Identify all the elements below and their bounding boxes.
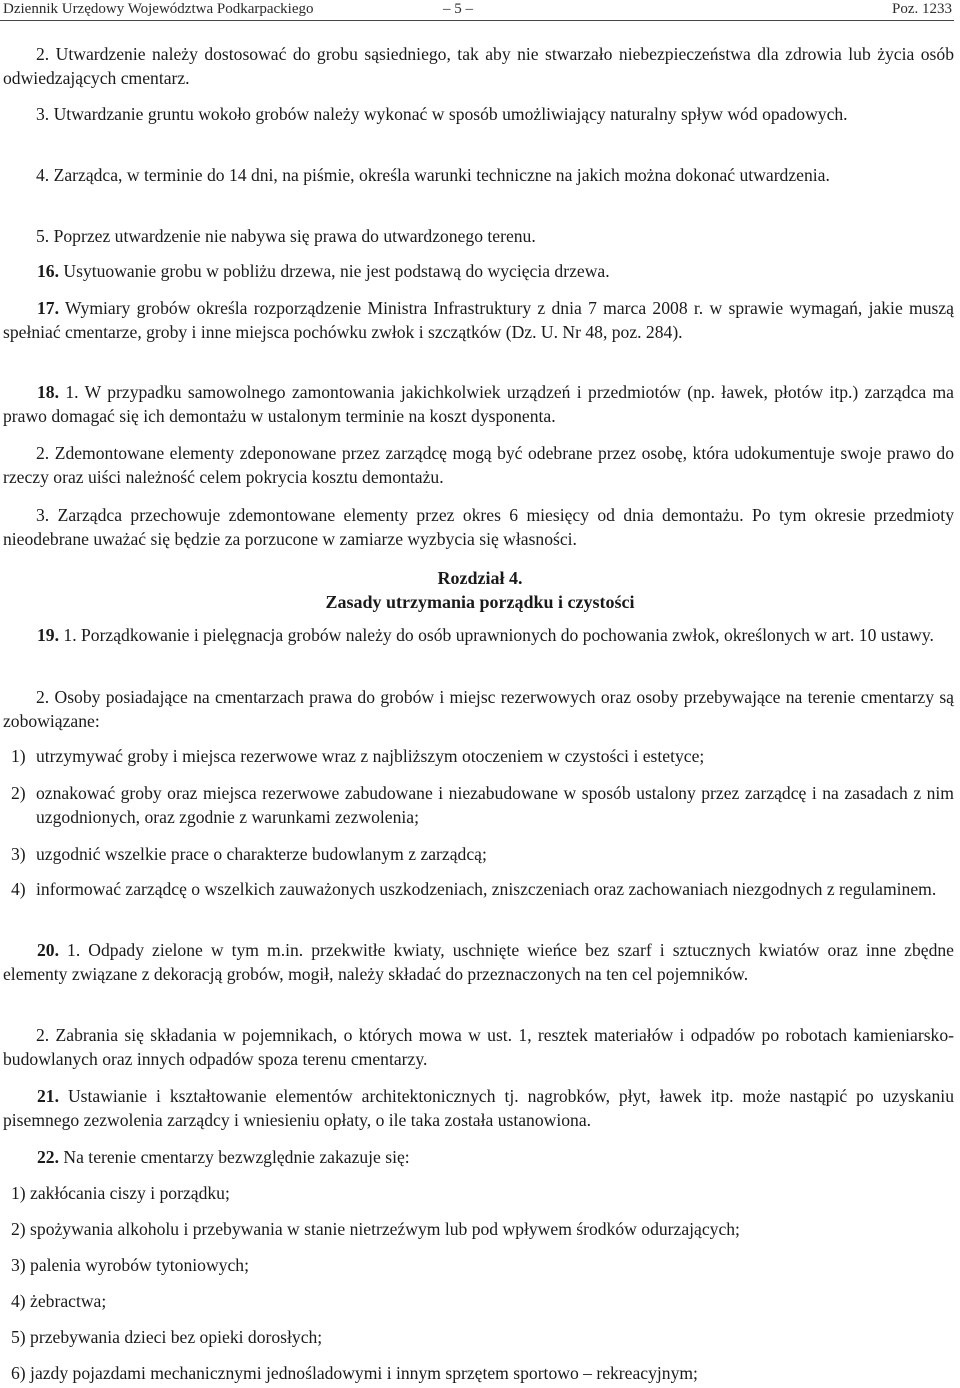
section-18-paragraph-3: 3. Zarządca przechowuje zdemontowane elementy przez okres 6 miesięcy od dnia demontażu. Po tym okresie przedmioty nieodebrane uważać się będzie za porzucone w zamiarze wyzbycia się własności.	[3, 505, 954, 549]
chapter-title: Zasady utrzymania porządku i czystości	[325, 592, 635, 612]
section-19-paragraph-2: 2. Osoby posiadające na cmentarzach prawa do grobów i miejsc rezerwowych oraz osoby przebywające na terenie cmentarzy są zobowiązane:	[3, 687, 954, 731]
journal-title: Dziennik Urzędowy Województwa Podkarpackiego	[3, 1, 314, 17]
list-item-number: 3)	[11, 844, 26, 864]
list-item-text: informować zarządcę o wszelkich zauważonych uszkodzeniach, zniszczeniach oraz zachowaniach niezgodnych z regulaminem.	[36, 879, 937, 899]
paragraph-3: 3. Utwardzanie gruntu wokoło grobów należy wykonać w sposób umożliwiający naturalny spływ wód opadowych.	[36, 104, 848, 124]
section-text: Wymiary grobów określa rozporządzenie Ministra Infrastruktury z dnia 7 marca 2008 r. w sprawie wymagań, jakie muszą spełniać cmentarze, groby i inne miejsca pochówku zwłok i szczątków (Dz. U. Nr 48, poz. 284).	[3, 298, 954, 342]
paragraph-2: 2. Utwardzenie należy dostosować do grobu sąsiedniego, tak aby nie stwarzało niebezpieczeństwa dla zdrowia lub życia osób odwiedzających cmentarz.	[3, 44, 954, 88]
list-item-text: oznakować groby oraz miejsca rezerwowe zabudowane i niezabudowane w sposób ustalony przez zarządcę i na zasadach z nim uzgodnionych, oraz zgodnie z warunkami zezwolenia;	[36, 783, 954, 827]
section-16	[3, 259, 954, 283]
list-item: 5) przebywania dzieci bez opieki dorosłych;	[11, 1327, 323, 1347]
section-text: 1. W przypadku samowolnego zamontowania jakichkolwiek urządzeń i przedmiotów (np. ławek, płotów itp.) zarządca ma prawo domagać się ich demontażu w ustalonym terminie na koszt dysponenta.	[3, 382, 954, 426]
section-20	[3, 938, 954, 986]
section-text: 1. Odpady zielone w tym m.in. przekwitłe kwiaty, uschnięte wieńce bez szarf i sztucznych kwiatów oraz inne zbędne elementy związane z dekoracją grobów, mogił, należy składać do przeznaczonych na ten cel pojemników.	[3, 940, 954, 984]
list-item	[3, 781, 954, 829]
section-19	[3, 623, 954, 647]
section-number: 22.	[37, 1147, 59, 1167]
paragraph-4: 4. Zarządca, w terminie do 14 dni, na piśmie, określa warunki techniczne na jakich można dokonać utwardzenia.	[36, 165, 830, 185]
section-number: 21.	[37, 1086, 59, 1106]
chapter-number: Rozdział 4.	[437, 568, 523, 588]
list-item-number: 4)	[11, 879, 26, 899]
page-number: – 5 –	[443, 1, 473, 17]
section-17	[3, 296, 954, 344]
section-20-paragraph-2: 2. Zabrania się składania w pojemnikach, o których mowa w ust. 1, resztek materiałów i odpadów po robotach kamieniarsko-budowlanych oraz innych odpadów spoza terenu cmentarzy.	[3, 1025, 954, 1069]
list-item	[3, 744, 954, 768]
list-item: 4) żebractwa;	[11, 1291, 107, 1311]
position-number: Poz. 1233	[892, 1, 952, 17]
list-item: 2) spożywania alkoholu i przebywania w stanie nietrzeźwym lub pod wpływem środków odurzających;	[11, 1219, 740, 1239]
paragraph-5: 5. Poprzez utwardzenie nie nabywa się prawa do utwardzonego terenu.	[36, 226, 536, 246]
list-item	[3, 877, 954, 901]
list-item-number: 1)	[11, 746, 26, 766]
section-number: 17.	[37, 298, 59, 318]
list-item: 6) jazdy pojazdami mechanicznymi jednośladowymi i innym sprzętem sportowo – rekreacyjnym;	[11, 1363, 698, 1383]
section-number: 19.	[37, 625, 59, 645]
section-number: 18.	[37, 382, 59, 402]
section-21	[3, 1084, 954, 1132]
list-item: 3) palenia wyrobów tytoniowych;	[11, 1255, 249, 1275]
section-number: 16.	[37, 261, 59, 281]
section-text: 1. Porządkowanie i pielęgnacja grobów należy do osób uprawnionych do pochowania zwłok, określonych w art. 10 ustawy.	[59, 625, 934, 645]
section-number: 20.	[37, 940, 59, 960]
list-item	[3, 842, 954, 866]
section-text: Na terenie cmentarzy bezwzględnie zakazuje się:	[59, 1147, 410, 1167]
page-header	[3, 0, 952, 22]
section-text: Ustawianie i kształtowanie elementów architektonicznych tj. nagrobków, płyt, ławek itp. może nastąpić po uzyskaniu pisemnego zezwolenia zarządcy i wniesieniu opłaty, o ile taka została ustanowiona.	[3, 1086, 954, 1130]
section-18	[3, 380, 954, 428]
list-item-text: uzgodnić wszelkie prace o charakterze budowlanym z zarządcą;	[36, 844, 487, 864]
section-18-paragraph-2: 2. Zdemontowane elementy zdeponowane przez zarządcę mogą być odebrane przez osobę, która udokumentuje swoje prawo do rzeczy oraz uiści należność celem pokrycia kosztu demontażu.	[3, 443, 954, 487]
header-rule	[0, 20, 954, 21]
list-item-text: utrzymywać groby i miejsca rezerwowe wraz z najbliższym otoczeniem w czystości i estetyce;	[36, 746, 705, 766]
section-22	[3, 1145, 954, 1169]
section-text: Usytuowanie grobu w pobliżu drzewa, nie jest podstawą do wycięcia drzewa.	[59, 261, 610, 281]
list-item: 1) zakłócania ciszy i porządku;	[11, 1183, 230, 1203]
list-item-number: 2)	[11, 783, 26, 803]
